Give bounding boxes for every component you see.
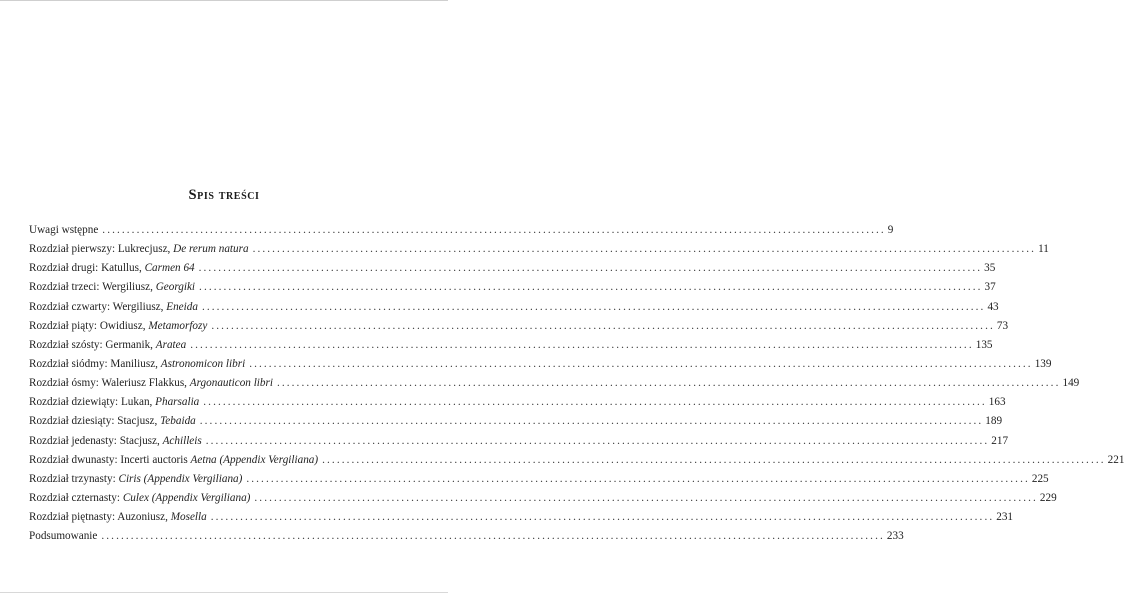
toc-entry-label xyxy=(29,432,202,451)
toc-entry[interactable] xyxy=(29,355,1052,374)
toc-entry-label xyxy=(29,527,97,546)
toc-entry-label xyxy=(29,489,250,508)
dot-leader: ................................................................................................................................................................ xyxy=(210,511,995,524)
toc-entry[interactable] xyxy=(29,298,999,317)
toc-entry-label xyxy=(29,240,249,259)
toc-entry-label xyxy=(29,508,207,527)
toc-entry-prefix: Podsumowanie xyxy=(29,530,98,543)
toc-entry-label xyxy=(29,317,207,336)
toc-entry[interactable] xyxy=(29,336,993,355)
toc-entry-title: Astronomicon libri xyxy=(160,357,246,370)
toc-entry-prefix: Rozdział dziesiąty: Stacjusz, xyxy=(29,415,161,428)
toc-entry-title: Eneida xyxy=(166,300,198,313)
toc-entry-page: 233 xyxy=(886,530,904,543)
dot-leader: ................................................................................................................................................................ xyxy=(252,243,1037,256)
toc-entry-prefix: Rozdział ósmy: Waleriusz Flakkus, xyxy=(29,377,190,390)
dot-leader: ................................................................................................................................................................ xyxy=(201,300,986,313)
toc-entry-title: Achilleis xyxy=(162,434,202,447)
toc-entry-label xyxy=(29,470,242,489)
toc-entry[interactable] xyxy=(29,432,1009,451)
toc-entry-prefix: Rozdział piętnasty: Auzoniusz, xyxy=(29,511,171,524)
toc-entry-title: Mosella xyxy=(170,511,207,524)
toc-entry-label xyxy=(29,278,195,297)
dot-leader: ................................................................................................................................................................ xyxy=(205,434,990,447)
toc-entry-title: Carmen 64 xyxy=(144,262,195,275)
toc-entry-prefix: Rozdział trzynasty: xyxy=(29,472,119,485)
dot-leader: ................................................................................................................................................................ xyxy=(199,415,984,428)
toc-entry-prefix: Rozdział czwarty: Wergiliusz, xyxy=(29,300,167,313)
toc-entry-label xyxy=(29,393,199,412)
toc-entry-label xyxy=(29,259,195,278)
toc-entry-prefix: Rozdział drugi: Katullus, xyxy=(29,262,145,275)
toc-entry-prefix: Rozdział czternasty: xyxy=(29,491,123,504)
dot-leader: ................................................................................................................................................................ xyxy=(211,319,995,332)
toc-entry-title: Ciris (Appendix Vergiliana) xyxy=(118,472,243,485)
toc-entry-page: 163 xyxy=(988,396,1006,409)
toc-entry-title: Tebaida xyxy=(160,415,196,428)
dot-leader: ................................................................................................................................................................ xyxy=(276,377,1061,390)
toc-entry-label xyxy=(29,298,198,317)
toc-entry-label xyxy=(29,336,186,355)
toc-entry-page: 229 xyxy=(1039,491,1057,504)
toc-entry-page: 149 xyxy=(1062,377,1080,390)
toc-entry-title: Aratea xyxy=(155,338,187,351)
toc-entry-prefix: Rozdział dwunasty: Incerti auctoris xyxy=(29,453,191,466)
toc-entry-label xyxy=(29,412,196,431)
toc-entry-prefix: Rozdział jedenasty: Stacjusz, xyxy=(29,434,163,447)
bottom-edge-rule xyxy=(0,592,448,593)
toc-entry[interactable] xyxy=(29,221,894,240)
toc-entry[interactable] xyxy=(29,278,996,297)
toc-entry-label xyxy=(29,451,318,470)
dot-leader: ................................................................................................................................................................ xyxy=(249,357,1033,370)
dot-leader: ................................................................................................................................................................ xyxy=(322,453,1106,466)
toc-entry-prefix: Uwagi wstępne xyxy=(29,224,99,236)
toc-entry-title: Metamorfozy xyxy=(148,319,208,332)
dot-leader: ................................................................................................................................................................ xyxy=(190,338,974,351)
toc-entry-label xyxy=(29,221,98,240)
toc-entry-page: 35 xyxy=(984,262,996,275)
toc-entry-prefix: Rozdział piąty: Owidiusz, xyxy=(29,319,149,332)
toc-entry-page: 9 xyxy=(887,224,894,236)
dot-leader: ................................................................................................................................................................ xyxy=(198,262,983,275)
toc-entry-prefix: Rozdział dziewiąty: Lukan, xyxy=(29,396,156,409)
toc-entry-prefix: Rozdział szósty: Germanik, xyxy=(29,338,156,351)
toc-entry-title: Aetna (Appendix Vergiliana) xyxy=(190,453,319,466)
toc-entry-page: 43 xyxy=(987,300,999,313)
toc-entry[interactable] xyxy=(29,412,1003,431)
toc-entry[interactable] xyxy=(29,470,1049,489)
toc-entry-page: 221 xyxy=(1107,453,1124,466)
toc-entry-prefix: Rozdział pierwszy: Lukrecjusz, xyxy=(29,243,174,256)
toc-entry-page: 217 xyxy=(991,434,1009,447)
toc-entry-page: 11 xyxy=(1038,243,1049,256)
toc-entry-title: De rerum natura xyxy=(173,243,249,256)
toc-entry[interactable] xyxy=(29,451,1124,470)
dot-leader: ................................................................................................................................................................ xyxy=(254,491,1038,504)
top-edge-rule xyxy=(0,0,448,1)
toc-entry-label xyxy=(29,355,245,374)
toc-entry[interactable] xyxy=(29,489,1057,508)
dot-leader: ................................................................................................................................................................ xyxy=(102,224,886,236)
dot-leader: ................................................................................................................................................................ xyxy=(203,396,987,409)
toc-entry-page: 231 xyxy=(996,511,1014,524)
toc-entry[interactable] xyxy=(29,508,1014,527)
toc-entry-label xyxy=(29,374,273,393)
toc-entry-page: 135 xyxy=(975,338,993,351)
toc-entry-title: Georgiki xyxy=(155,281,196,294)
toc-entry[interactable] xyxy=(29,374,1080,393)
dot-leader: ................................................................................................................................................................ xyxy=(246,472,1030,485)
toc-entry-page: 37 xyxy=(984,281,996,294)
toc-entry-page: 225 xyxy=(1031,472,1049,485)
toc-entry-page: 139 xyxy=(1034,357,1052,370)
toc-entry[interactable] xyxy=(29,259,996,278)
toc-entry-prefix: Rozdział siódmy: Maniliusz, xyxy=(29,357,161,370)
toc-entry-title: Culex (Appendix Vergiliana) xyxy=(122,491,251,504)
toc-entry-page: 189 xyxy=(985,415,1003,428)
page-title: Spis treści xyxy=(188,187,260,203)
table-of-contents xyxy=(29,221,1124,546)
toc-entry[interactable] xyxy=(29,527,904,546)
dot-leader: ................................................................................................................................................................ xyxy=(199,281,983,294)
toc-entry[interactable] xyxy=(29,240,1049,259)
toc-entry[interactable] xyxy=(29,393,1006,412)
toc-entry-title: Argonauticon libri xyxy=(189,377,273,390)
toc-entry[interactable] xyxy=(29,317,1009,336)
toc-entry-prefix: Rozdział trzeci: Wergiliusz, xyxy=(29,281,156,294)
toc-entry-title: Pharsalia xyxy=(155,396,200,409)
dot-leader: ................................................................................................................................................................ xyxy=(101,530,885,543)
toc-entry-page: 73 xyxy=(996,319,1009,332)
